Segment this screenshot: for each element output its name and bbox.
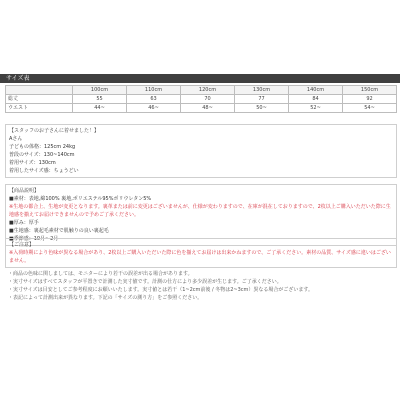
staff-review-title: 【スタッフのお子さんに着せました！】 (9, 128, 100, 134)
column-header: 150cm (343, 86, 397, 95)
size-chart-header: サイズ表 (0, 74, 400, 83)
column-header: 100cm (73, 86, 127, 95)
note-item: ・実寸サイズは目安としてご参考程度にお願いいたします。実寸値とは若干（1~2cm前後 / 冬物は2~3cm）異なる場合がございます。 (8, 287, 314, 293)
caution-title: 【ご注意】 (9, 242, 35, 248)
staff-line: Aさん (9, 136, 23, 142)
column-header: 120cm (181, 86, 235, 95)
product-line: ■生地感：裏起毛素材で肌触りの良い裏起毛 (9, 228, 109, 234)
caution-box (5, 238, 397, 268)
staff-line: 子どもの体格：125cm 24kg (9, 144, 76, 150)
product-description-title: 【商品説明】 (9, 188, 40, 194)
product-line: ■厚み：厚手 (9, 220, 39, 226)
note-item: ・実寸サイズはすべてスタッフが平置きで計測した実寸値です。計測の仕方により多少誤差が生じます。ご了承ください。 (8, 279, 282, 285)
product-description-box (5, 184, 397, 246)
table-cell: 84 (289, 95, 343, 104)
table-cell: 63 (127, 95, 181, 104)
staff-line: 着用したサイズ感：ちょうどい (9, 168, 79, 174)
fabric-warning: ※生地の都合上、生地が変更となります。裏革または前に変更はございませんが、仕様が変わりますので、在庫が混在しておりますので、2枚以上ご購入いただいた際に生地感を揃えてお届けできませんので予めご了承ください。 (9, 204, 391, 218)
table-cell: 54~ (343, 104, 397, 113)
table-cell: 92 (343, 95, 397, 104)
staff-line: 着用サイズ：130cm (9, 160, 56, 166)
table-row (6, 104, 397, 113)
note-item: ・表記によって計測出来が異なります。下記の「サイズの測り方」をご参照ください。 (8, 295, 203, 301)
staff-line: 普段のサイズ：130~140cm (9, 152, 75, 158)
table-cell: 44~ (73, 104, 127, 113)
note-item: ・商品の色味に関しましては、モニターにより若干の誤差が出る場合があります。 (8, 271, 193, 277)
staff-review-box (5, 124, 397, 178)
column-header: 130cm (235, 86, 289, 95)
size-chart-header-row (6, 86, 397, 95)
row-label: ウエスト (6, 104, 73, 113)
product-line: ■季節感：10月～2月 (9, 236, 59, 242)
material-line: ■素材：表地,綿100% 裏地,ポリエステル95%ポリウレタン5% (9, 196, 152, 202)
column-header: 110cm (127, 86, 181, 95)
column-header (6, 86, 73, 95)
table-cell: 50~ (235, 104, 289, 113)
column-header: 140cm (289, 86, 343, 95)
size-chart-table (5, 85, 397, 113)
notes-list (5, 270, 397, 302)
table-cell: 52~ (289, 104, 343, 113)
caution-intro: ※入荷時期により色味が異なる場合があり、2枚以上ご購入いただいた際に色を揃えてお届けは出来かねますので、ご了承ください。素材の品質、サイズ感に違いはございません。 (9, 250, 391, 264)
table-cell: 55 (73, 95, 127, 104)
row-label: 総丈 (6, 95, 73, 104)
table-row (6, 95, 397, 104)
table-cell: 70 (181, 95, 235, 104)
table-cell: 46~ (127, 104, 181, 113)
table-cell: 77 (235, 95, 289, 104)
table-cell: 48~ (181, 104, 235, 113)
